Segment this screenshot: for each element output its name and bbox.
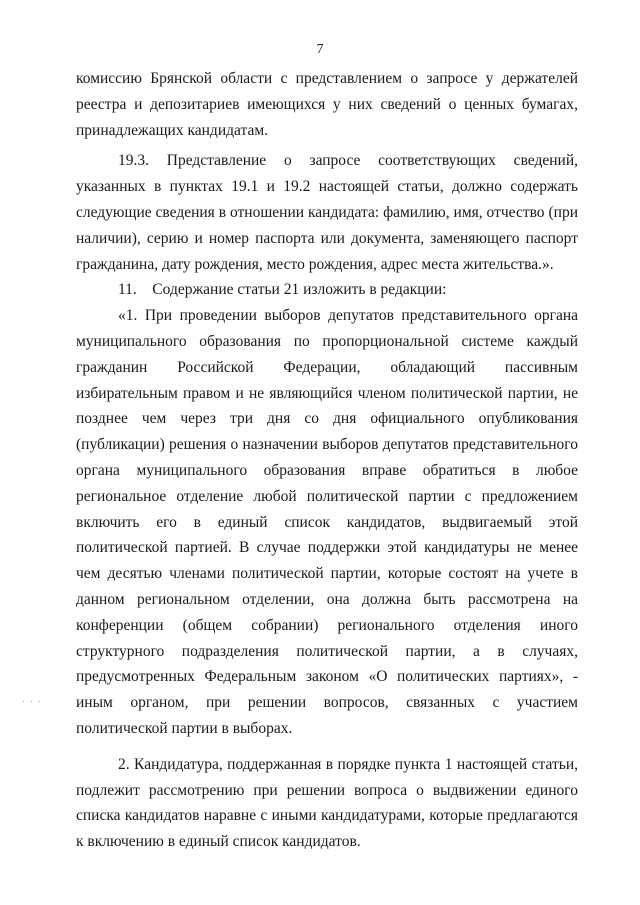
paragraph-continuation: комиссию Брянской области с представлением о запросе у держателей реестра и депозитариев имеющихся у них сведений о ценных бумагах, принадлежащих кандидатам. xyxy=(76,70,578,139)
paragraph-19-3: 19.3. Представление о запросе соответствующих сведений, указанных в пунктах 19.1 и 19.2 настоящей статьи, должно содержать следующие сведения в отношении кандидата: фамилию, имя, отчество (при наличии), серию и номер паспорта или документа, заменяющего паспорт гражданина, дату рождения, место рождения, адрес места жительства.». xyxy=(76,152,578,273)
paragraph-article-21-point-2: 2. Кандидатура, поддержанная в порядке пункта 1 настоящей статьи, подлежит рассмотрению при решении вопроса о выдвижении единого списка кандидатов наравне с иными кандидатурами, которые предлагаются к включению в единый список кандидатов. xyxy=(76,755,578,851)
paragraph-item-11: 11. Содержание статьи 21 изложить в редакции: xyxy=(118,281,447,299)
document-body xyxy=(76,66,578,855)
margin-mark: · · · xyxy=(22,697,42,708)
page-number: 7 xyxy=(316,42,324,57)
paragraph-article-21-point-1: «1. При проведении выборов депутатов представительного органа муниципального образования по пропорциональной системе каждый гражданин Российской Федерации, обладающий пассивным избирательным правом и не являющийся членом политической партии, не позднее чем через три дня со дня официального опубликования (публикации) решения о назначении выборов депутатов представительного органа муниципального образования вправе обратиться в любое региональное отделение любой политической партии с предложением включить его в единый список кандидатов, выдвигаемый этой политической партией. В случае поддержки этой кандидатуры не менее чем десятью членами политической партии, которые состоят на учете в данном региональном отделении, она должна быть рассмотрена на конференции (общем собрании) регионального отделения иного структурного подразделения политической партии, а в случаях, предусмотренных Федеральным законом «О политических партиях», - иным органом, при решении вопросов, связанных с участием политической партии в выборах. xyxy=(76,307,578,737)
